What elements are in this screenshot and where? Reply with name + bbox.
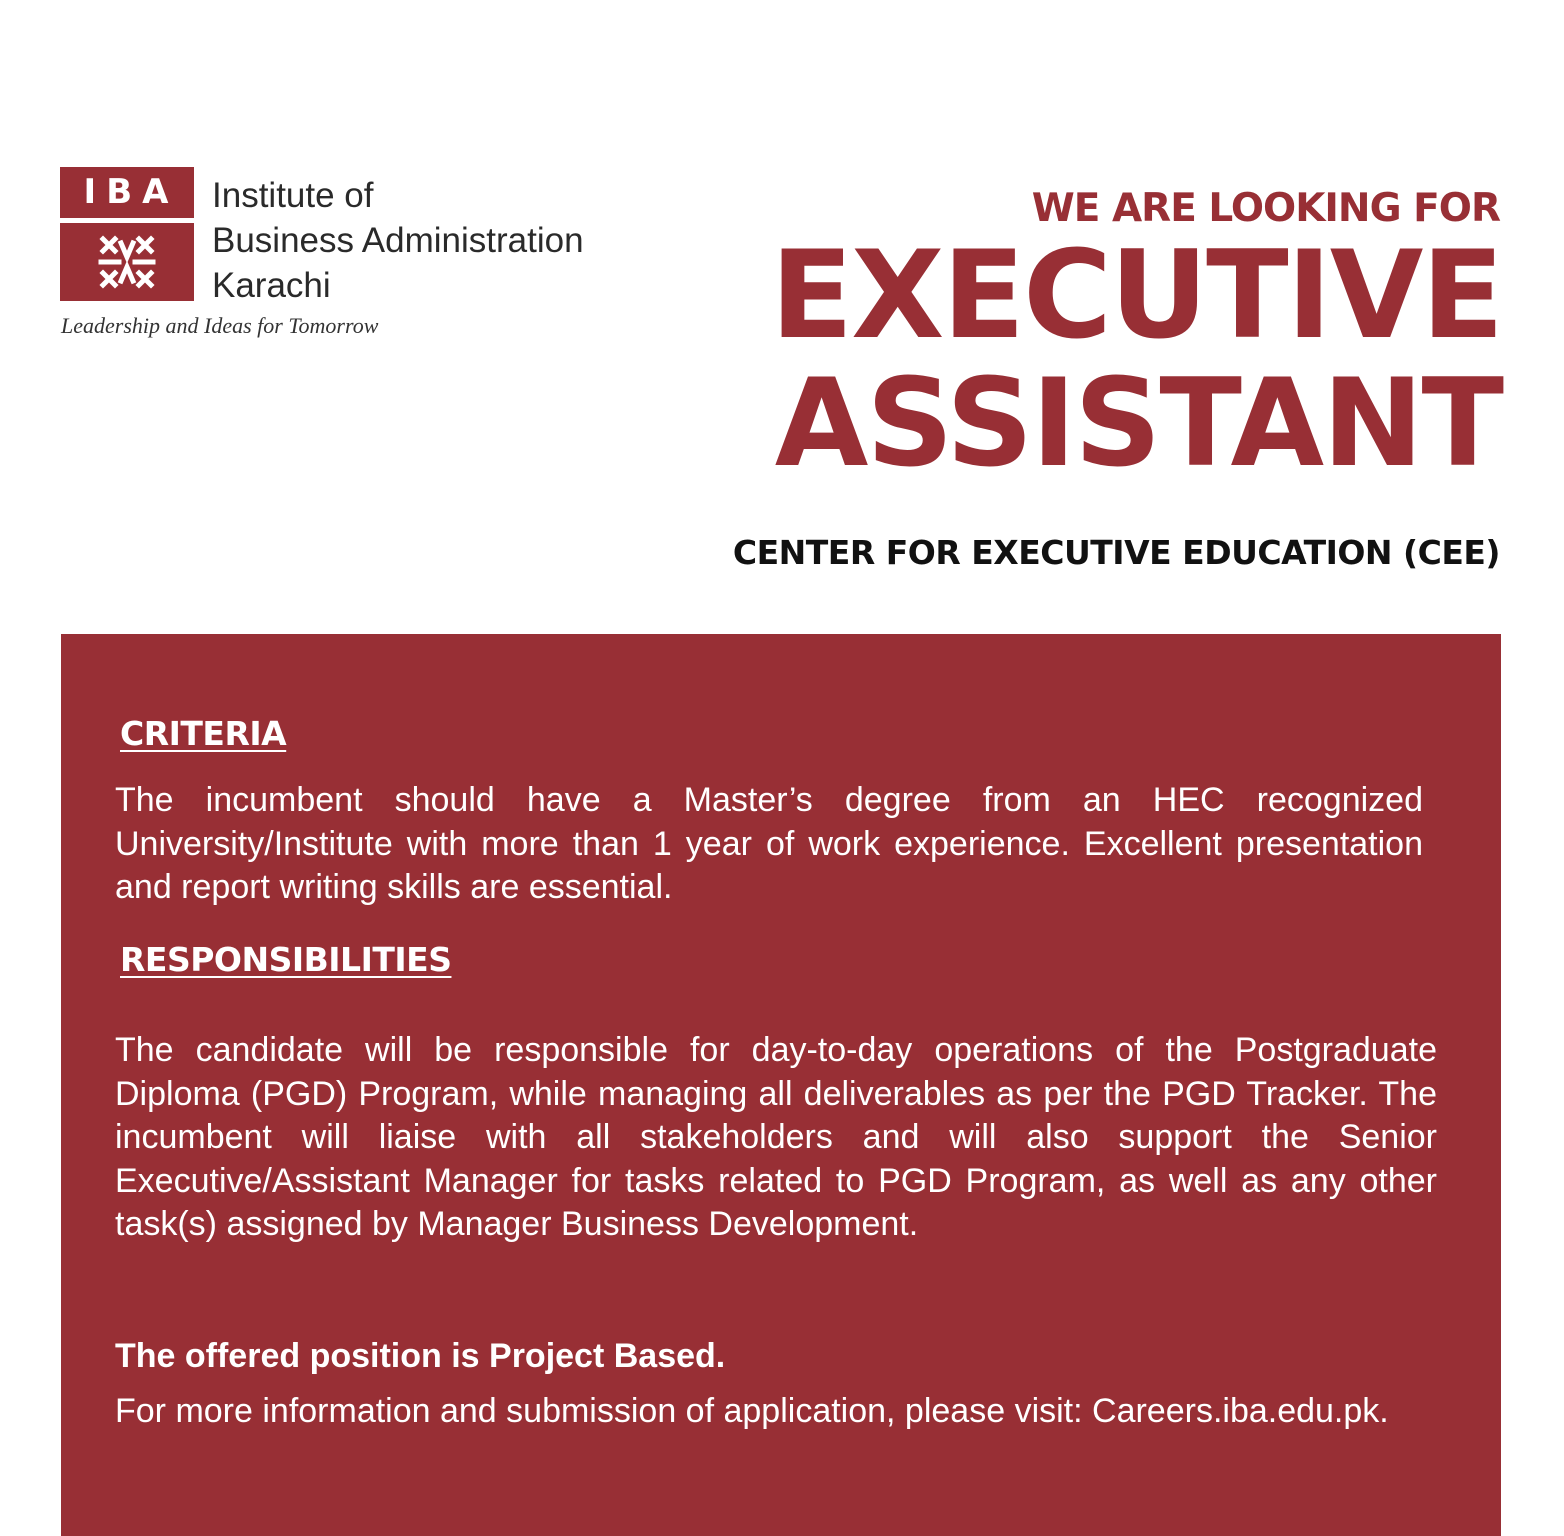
logo-tagline: Leadership and Ideas for Tomorrow [61, 313, 379, 338]
logo-line-3: Karachi [212, 266, 331, 305]
job-title-line-2: ASSISTANT [774, 353, 1502, 494]
logo-emblem [60, 223, 194, 301]
logo-mark-text: IBA [60, 167, 194, 218]
application-info: For more information and submission of application, please visit: Careers.iba.edu.pk. [115, 1392, 1389, 1430]
logo-line-2: Business Administration [212, 221, 584, 260]
converging-arrows-icon [97, 235, 157, 289]
logo-wordmark [212, 173, 584, 308]
criteria-heading: CRITERIA [120, 714, 287, 753]
logo-line-1: Institute of [212, 176, 374, 215]
responsibilities-heading: RESPONSIBILITIES [120, 940, 452, 979]
job-details-panel [61, 634, 1501, 1536]
position-note: The offered position is Project Based. [115, 1337, 726, 1375]
criteria-text: The incumbent should have a Master’s degree from an HEC recognized University/Institute with more than 1 year of work experience. Excellent presentation and report writing skills are essential. [115, 781, 1423, 906]
responsibilities-text: The candidate will be responsible for day-to-day operations of the Postgraduate Diploma (PGD) Program, while managing all deliverables as per the PGD Tracker. The incumbent will liaise with all stakeholders and will also support the Senior Executive/Assistant Manager for tasks related to PGD Program, as well as any other task(s) assigned by Manager Business Development. [115, 1031, 1437, 1243]
iba-logo-mark [60, 167, 194, 301]
department-name: CENTER FOR EXECUTIVE EDUCATION (CEE) [732, 533, 1500, 572]
job-title [770, 225, 1502, 494]
iba-logo [60, 167, 620, 342]
job-title-line-1: EXECUTIVE [770, 225, 1502, 366]
eyebrow-heading: WE ARE LOOKING FOR [1031, 186, 1500, 231]
